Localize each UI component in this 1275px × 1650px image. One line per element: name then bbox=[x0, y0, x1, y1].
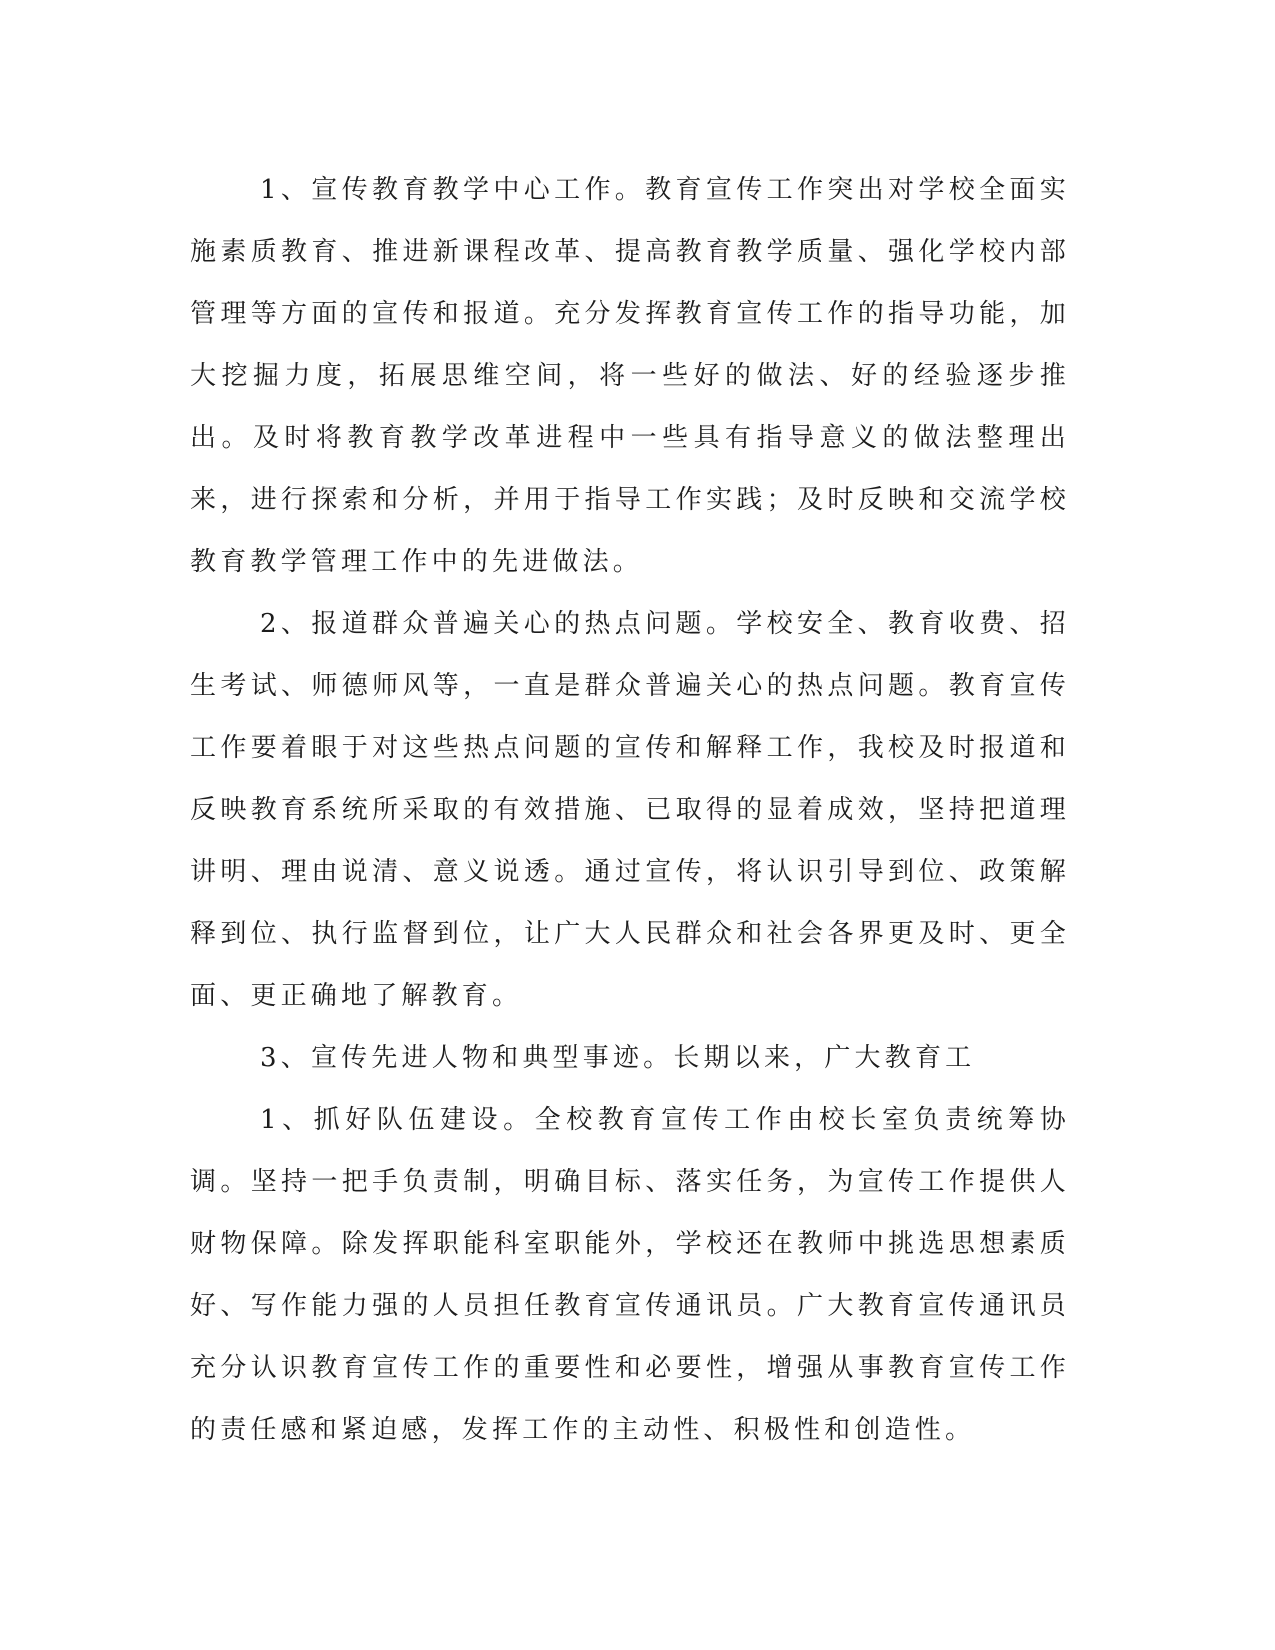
paragraph-1: 1、宣传教育教学中心工作。教育宣传工作突出对学校全面实施素质教育、推进新课程改革、提高教育教学质量、强化学校内部管理等方面的宣传和报道。充分发挥教育宣传工作的指导功能，加大挖掘力度，拓展思维空间，将一些好的做法、好的经验逐步推出。及时将教育教学改革进程中一些具有指导意义的做法整理出来，进行探索和分析，并用于指导工作实践；及时反映和交流学校教育教学管理工作中的先进做法。 bbox=[190, 175, 1070, 577]
document-body bbox=[190, 159, 1070, 1461]
paragraph-3: 3、宣传先进人物和典型事迹。长期以来，广大教育工 bbox=[260, 1043, 976, 1073]
paragraph-2: 2、报道群众普遍关心的热点问题。学校安全、教育收费、招生考试、师德师风等，一直是群众普遍关心的热点问题。教育宣传工作要着眼于对这些热点问题的宣传和解释工作，我校及时报道和反映教育系统所采取的有效措施、已取得的显着成效，坚持把道理讲明、理由说清、意义说透。通过宣传，将认识引导到位、政策解释到位、执行监督到位，让广大人民群众和社会各界更及时、更全面、更正确地了解教育。 bbox=[190, 609, 1070, 1011]
paragraph-4: 1、抓好队伍建设。全校教育宣传工作由校长室负责统筹协调。坚持一把手负责制，明确目标、落实任务，为宣传工作提供人财物保障。除发挥职能科室职能外，学校还在教师中挑选思想素质好、写作能力强的人员担任教育宣传通讯员。广大教育宣传通讯员充分认识教育宣传工作的重要性和必要性，增强从事教育宣传工作的责任感和紧迫感，发挥工作的主动性、积极性和创造性。 bbox=[190, 1105, 1070, 1445]
